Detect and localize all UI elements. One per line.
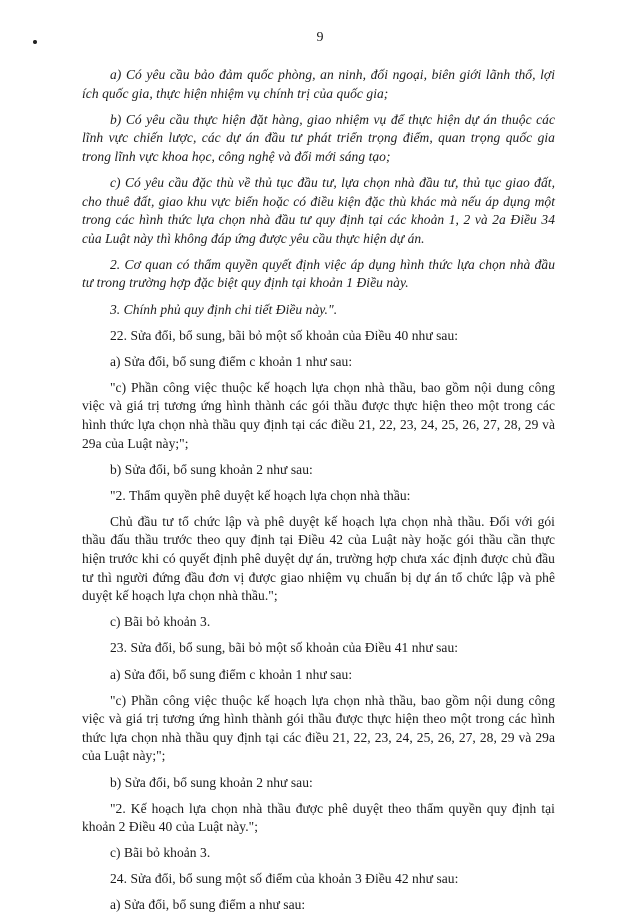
paragraph: "c) Phần công việc thuộc kế hoạch lựa chọn nhà thầu, bao gồm nội dung công việc và giá trị tương ứng hình thành gói thầu được thực hiện theo một trong các hình thức lựa chọn nhà thầu quy định tại các điều 21, 22, 23, 24, 25, 26, 27, 28, 29 và 29a của Luật này;"; <box>82 692 555 764</box>
paragraph: 2. Cơ quan có thẩm quyền quyết định việc áp dụng hình thức lựa chọn nhà đầu tư trong trường hợp đặc biệt quy định tại khoản 1 Điều này. <box>82 256 555 291</box>
document-body <box>82 66 555 923</box>
paragraph: "2. Kế hoạch lựa chọn nhà thầu được phê duyệt theo thẩm quyền quy định tại khoản 2 Điều 40 của Luật này."; <box>82 800 555 835</box>
paragraph: a) Sửa đổi, bổ sung điểm c khoản 1 như sau: <box>110 666 353 682</box>
paragraph: b) Có yêu cầu thực hiện đặt hàng, giao nhiệm vụ để thực hiện dự án thuộc các lĩnh vực chiến lược, các dự án đầu tư phát triển trọng điểm, quan trọng quốc gia trong lĩnh vực khoa học, công nghệ và đổi mới sáng tạo; <box>82 111 555 164</box>
paragraph: 3. Chính phủ quy định chi tiết Điều này.". <box>110 301 338 317</box>
paragraph: c) Bãi bỏ khoản 3. <box>110 614 211 630</box>
paragraph: c) Bãi bỏ khoản 3. <box>110 845 211 861</box>
page-number: 9 <box>316 30 324 45</box>
paragraph: "c) Phần công việc thuộc kế hoạch lựa chọn nhà thầu, bao gồm nội dung công việc và giá trị tương ứng hình thành các gói thầu được thực hiện theo một trong các hình thức lựa chọn nhà thầu quy định tại các điều 21, 22, 23, 24, 25, 26, 27, 28, 29 và 29a của Luật này;"; <box>82 379 555 451</box>
paragraph: a) Có yêu cầu bảo đảm quốc phòng, an ninh, đối ngoại, biên giới lãnh thổ, lợi ích quốc gia, thực hiện nhiệm vụ chính trị của quốc gia; <box>82 67 555 101</box>
paragraph: 22. Sửa đổi, bổ sung, bãi bỏ một số khoản của Điều 40 như sau: <box>110 327 459 343</box>
paragraph: b) Sửa đổi, bổ sung khoản 2 như sau: <box>110 461 313 477</box>
paragraph: Chủ đầu tư tổ chức lập và phê duyệt kế hoạch lựa chọn nhà thầu. Đối với gói thầu đấu thầu trước theo quy định tại Điều 42 của Luật này hoặc gói thầu cần thực hiện trước khi có quyết định phê duyệt dự án, trường hợp chưa xác định được chủ đầu tư thì người đứng đầu đơn vị được giao nhiệm vụ chuẩn bị dự án tổ chức lập và phê duyệt kế hoạch lựa chọn nhà thầu."; <box>82 513 555 604</box>
paragraph: "2. Thẩm quyền phê duyệt kế hoạch lựa chọn nhà thầu: <box>110 487 411 503</box>
paragraph: a) Sửa đổi, bổ sung điểm c khoản 1 như sau: <box>110 353 353 369</box>
paragraph: a) Sửa đổi, bổ sung điểm a như sau: <box>110 897 306 913</box>
paragraph: 23. Sửa đổi, bổ sung, bãi bỏ một số khoản của Điều 41 như sau: <box>110 640 459 656</box>
paragraph: c) Có yêu cầu đặc thù về thủ tục đầu tư, lựa chọn nhà đầu tư, thủ tục giao đất, cho thuê đất, giao khu vực biển hoặc có điều kiện đặc thù khác mà nếu áp dụng một trong các hình thức lựa chọn nhà đầu tư quy định tại các khoản 1, 2 và 2a Điều 34 của Luật này thì không đáp ứng được yêu cầu thực hiện dự án. <box>82 174 555 246</box>
paragraph: b) Sửa đổi, bổ sung khoản 2 như sau: <box>110 774 313 790</box>
paragraph: 24. Sửa đổi, bổ sung một số điểm của khoản 3 Điều 42 như sau: <box>110 871 459 887</box>
